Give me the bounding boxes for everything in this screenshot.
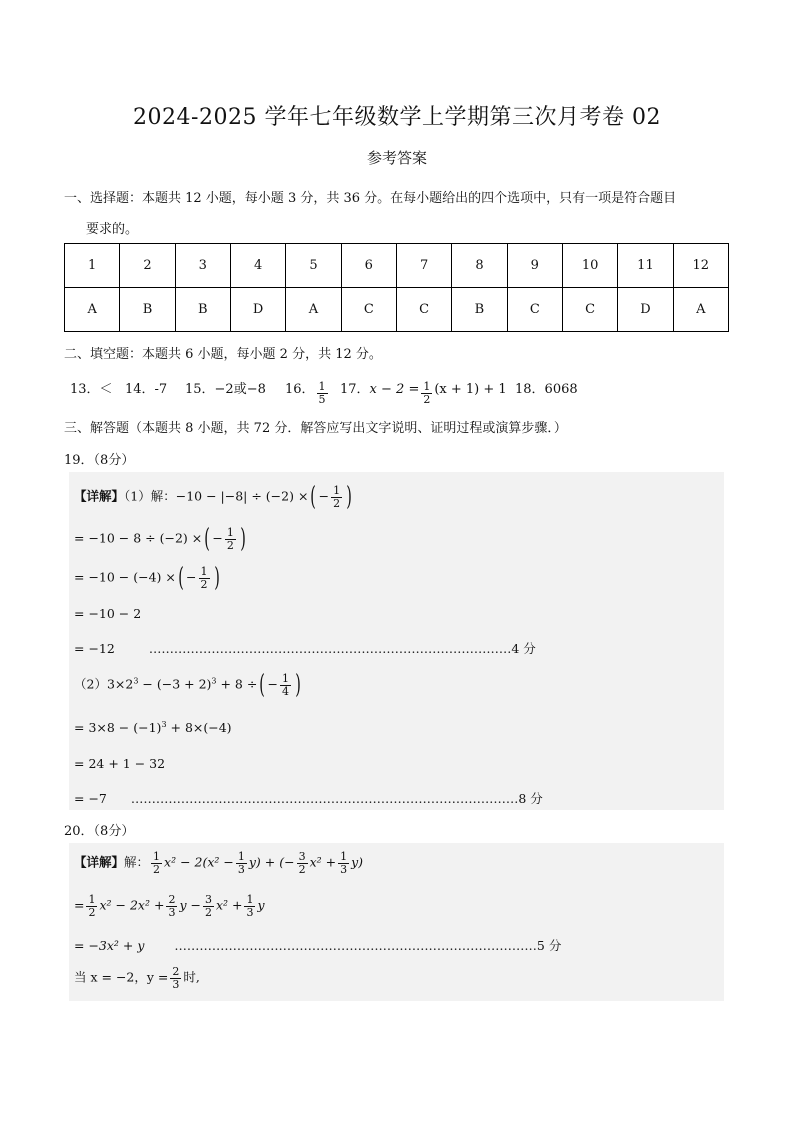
question-number: 10 bbox=[562, 244, 617, 288]
answer-cell: C bbox=[562, 288, 617, 332]
fraction: $\frac{1}{5}$ bbox=[318, 380, 326, 406]
answer-cell: B bbox=[452, 288, 507, 332]
question-number: 8 bbox=[452, 244, 507, 288]
answer-table bbox=[64, 243, 729, 332]
fraction: $\frac{3}{2}$ bbox=[204, 893, 212, 919]
fill-answer-15: 15．−2或−8 bbox=[185, 382, 266, 397]
fraction: $\frac{1}{2}$ bbox=[333, 483, 341, 510]
fraction: $\frac{1}{2}$ bbox=[423, 380, 431, 406]
detail-label: 【详解】 bbox=[74, 854, 125, 870]
q20-line-2: = $\frac{1}{2}$ x² − 2x² + $\frac{2}{3}$ y − $\frac{3}{2}$ x² + $\frac{1}{3}$ y bbox=[74, 893, 265, 919]
question-number: 4 bbox=[230, 244, 285, 288]
question-number: 2 bbox=[120, 244, 175, 288]
section3-heading: 三、解答题（本题共 8 小题，共 72 分．解答应写出文字说明、证明过程或演算步骤．） bbox=[64, 421, 567, 436]
answer-cell: D bbox=[230, 288, 285, 332]
fraction: $\frac{2}{3}$ bbox=[168, 893, 176, 919]
fill-answer-17: 17．x − 2 = $\frac{1}{2}$ (x + 1) + 1 bbox=[340, 380, 507, 406]
answer-cell: A bbox=[673, 288, 728, 332]
fraction: $\frac{3}{2}$ bbox=[298, 850, 306, 876]
fill-answer-14: 14．-7 bbox=[125, 382, 168, 397]
answer-cell: A bbox=[65, 288, 120, 332]
answer-cell: C bbox=[396, 288, 451, 332]
q20-line-3: = −3x² + y ……………………………………………………………………………5 分 bbox=[74, 938, 562, 953]
answer-cell: C bbox=[341, 288, 396, 332]
fill-answer-17-label: 17． bbox=[340, 382, 370, 397]
q19-line-7: = $3\times 8 - (-1)^3 + 8\times(-4)$ bbox=[74, 720, 232, 736]
question-number: 9 bbox=[507, 244, 562, 288]
q20-line-1: 【详解】解： $\frac{1}{2}$ x² − 2(x² − $\frac{1}{3}$ y) + (− $\frac{3}{2}$ x² + $\frac{1}{3}$ y) bbox=[74, 850, 364, 876]
answer-table-answer-row bbox=[65, 288, 729, 332]
fill-answer-13: 13．＜ bbox=[70, 382, 113, 397]
answer-cell: D bbox=[618, 288, 673, 332]
question-number: 12 bbox=[673, 244, 728, 288]
q19-line-3: = −10 − (−4) ×( − $\frac{1}{2}$ ) bbox=[74, 563, 220, 593]
fraction: $\frac{1}{4}$ bbox=[281, 671, 289, 698]
answer-cell: C bbox=[507, 288, 562, 332]
question-number: 7 bbox=[396, 244, 451, 288]
fraction: $\frac{1}{2}$ bbox=[226, 525, 234, 552]
q19-line-5: = −12 ……………………………………………………………………………4 分 bbox=[74, 641, 536, 656]
page-subtitle: 参考答案 bbox=[366, 149, 427, 167]
score-label: 4 分 bbox=[511, 641, 536, 656]
fraction: $\frac{2}{3}$ bbox=[172, 965, 180, 991]
q19-line-4: = −10 − 2 bbox=[74, 606, 142, 621]
section1-heading-cont: 要求的。 bbox=[86, 222, 139, 237]
section1-heading: 一、选择题：本题共 12 小题，每小题 3 分，共 36 分。在每小题给出的四个选项中，只有一项是符合题目 bbox=[64, 191, 677, 206]
q19-line-2: = −10 − 8 ÷ (−2) ×( − $\frac{1}{2}$ ) bbox=[74, 524, 246, 554]
answer-table-number-row bbox=[65, 244, 729, 288]
q19-line-8: = 24 + 1 − 32 bbox=[74, 756, 166, 771]
fraction: $\frac{1}{2}$ bbox=[200, 564, 208, 591]
q19-line-6: $(2)3\times 2^3 - (-3 + 2)^3 + 8$ ÷( − $\frac{1}{4}$ ) bbox=[74, 670, 301, 700]
q19-line-1: 【详解】（1）解：−10 − |−8| ÷ (−2) ×( − $\frac{1}{2}$ ) bbox=[74, 482, 352, 512]
fraction: $\frac{1}{2}$ bbox=[88, 893, 96, 919]
answer-cell: B bbox=[120, 288, 175, 332]
fraction: $\frac{1}{3}$ bbox=[340, 850, 348, 876]
question-20-label: 20．（8分） bbox=[64, 824, 135, 839]
answer-cell: B bbox=[175, 288, 230, 332]
question-number: 6 bbox=[341, 244, 396, 288]
question-number: 5 bbox=[286, 244, 341, 288]
q19-line-9: = −7 …………………………………………………………………………………8 分 bbox=[74, 791, 543, 806]
fraction: $\frac{1}{2}$ bbox=[153, 850, 161, 876]
question-19-label: 19．（8分） bbox=[64, 453, 135, 468]
score-label: 8 分 bbox=[518, 791, 543, 806]
detail-label: 【详解】 bbox=[74, 488, 125, 504]
fraction: $\frac{1}{3}$ bbox=[237, 850, 245, 876]
fraction: $\frac{1}{3}$ bbox=[246, 893, 254, 919]
question-number: 1 bbox=[65, 244, 120, 288]
page-title: 2024-2025 学年七年级数学上学期第三次月考卷 02 bbox=[133, 105, 661, 130]
fill-answer-16 bbox=[285, 378, 330, 406]
question-number: 11 bbox=[618, 244, 673, 288]
q20-line-4: 当 x = −2，y = $\frac{2}{3}$ 时, bbox=[74, 965, 200, 991]
question-number: 3 bbox=[175, 244, 230, 288]
answer-cell: A bbox=[286, 288, 341, 332]
fill-answer-18: 18．6068 bbox=[515, 382, 578, 397]
fill-answer-16-label: 16． bbox=[285, 382, 315, 397]
section2-heading: 二、填空题：本题共 6 小题，每小题 2 分，共 12 分。 bbox=[64, 347, 382, 362]
score-label: 5 分 bbox=[536, 938, 562, 953]
